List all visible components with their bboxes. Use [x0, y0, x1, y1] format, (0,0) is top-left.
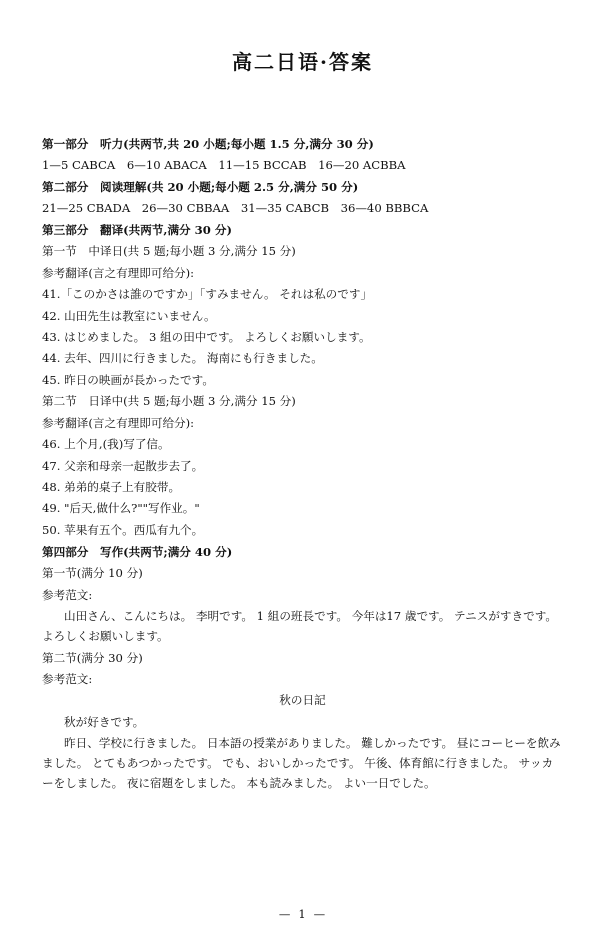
- answer-content: [42, 135, 563, 794]
- essay-sample-2-body: 昨日、学校に行きました。 日本語の授業がありました。 難しかったです。 昼にコーヒーを飲みました。 とてもあつかったです。 でも、おいしかったです。 午後、体育館に行きました。 サッカーをしました。 夜に宿題をしました。 本も読みました。 よい一日でした。: [42, 736, 561, 791]
- part4-heading: 第四部分 写作(共两节;满分 40 分): [42, 544, 233, 559]
- part1-answers: 1—5 CABCA 6—10 ABACA 11—15 BCCAB 16—20 ACBBA: [42, 158, 406, 173]
- essay-sample-2-title: 秋の日記: [279, 693, 326, 708]
- answer-item-49: 49. "后天,做什么?""写作业。": [42, 501, 200, 516]
- footer-dash-right: —: [313, 907, 327, 921]
- part2-answers: 21—25 CBADA 26—30 CBBAA 31—35 CABCB 36—40 BBBCA: [42, 201, 429, 216]
- answer-item-47: 47. 父亲和母亲一起散步去了。: [42, 458, 204, 473]
- part3-reference-note-1: 参考翻译(言之有理即可给分):: [42, 265, 195, 280]
- answer-item-48: 48. 弟弟的桌子上有胶带。: [42, 480, 181, 494]
- page-footer: [0, 907, 605, 921]
- part4-section2-heading: 第二节(满分 30 分): [42, 650, 143, 665]
- footer-dash-left: —: [278, 907, 292, 921]
- essay-sample-1: 山田さん、こんにちは。 李明です。 1 組の班長です。 今年は17 歳です。 テニスがすきです。 よろしくお願いします。: [42, 609, 561, 644]
- part4-section1-heading: 第一节(满分 10 分): [42, 566, 143, 581]
- page-title: 高二日语·答案: [232, 50, 373, 74]
- part2-heading: 第二部分 阅读理解(共 20 小题;每小题 2.5 分,满分 50 分): [42, 179, 359, 194]
- answer-item-46: 46. 上个月,(我)写了信。: [42, 437, 170, 452]
- answer-item-50: 50. 苹果有五个。西瓜有九个。: [42, 522, 204, 537]
- answer-item-41: 41.「このかさは誰のですか」「すみません。 それは私のです」: [42, 287, 373, 302]
- part3-heading: 第三部分 翻译(共两节,满分 30 分): [42, 222, 232, 237]
- part4-reference-note-2: 参考范文:: [42, 671, 93, 686]
- part3-reference-note-2: 参考翻译(言之有理即可给分):: [42, 415, 195, 430]
- document-page: [0, 46, 605, 941]
- part3-section1-heading: 第一节 中译日(共 5 题;每小题 3 分,满分 15 分): [42, 244, 296, 259]
- part1-heading: 第一部分 听力(共两节,共 20 小题;每小题 1.5 分,满分 30 分): [42, 137, 374, 151]
- part4-reference-note-1: 参考范文:: [42, 587, 93, 602]
- page-number: 1: [298, 907, 307, 921]
- answer-item-44: 44. 去年、四川に行きました。 海南にも行きました。: [42, 351, 323, 366]
- answer-item-45: 45. 昨日の映画が長かったです。: [42, 372, 214, 387]
- answer-item-42: 42. 山田先生は教室にいません。: [42, 308, 216, 323]
- essay-sample-2-intro: 秋が好きです。: [64, 714, 145, 729]
- part3-section2-heading: 第二节 日译中(共 5 题;每小题 3 分,满分 15 分): [42, 394, 296, 409]
- answer-item-43: 43. はじめました。 3 組の田中です。 よろしくお願いします。: [42, 329, 371, 344]
